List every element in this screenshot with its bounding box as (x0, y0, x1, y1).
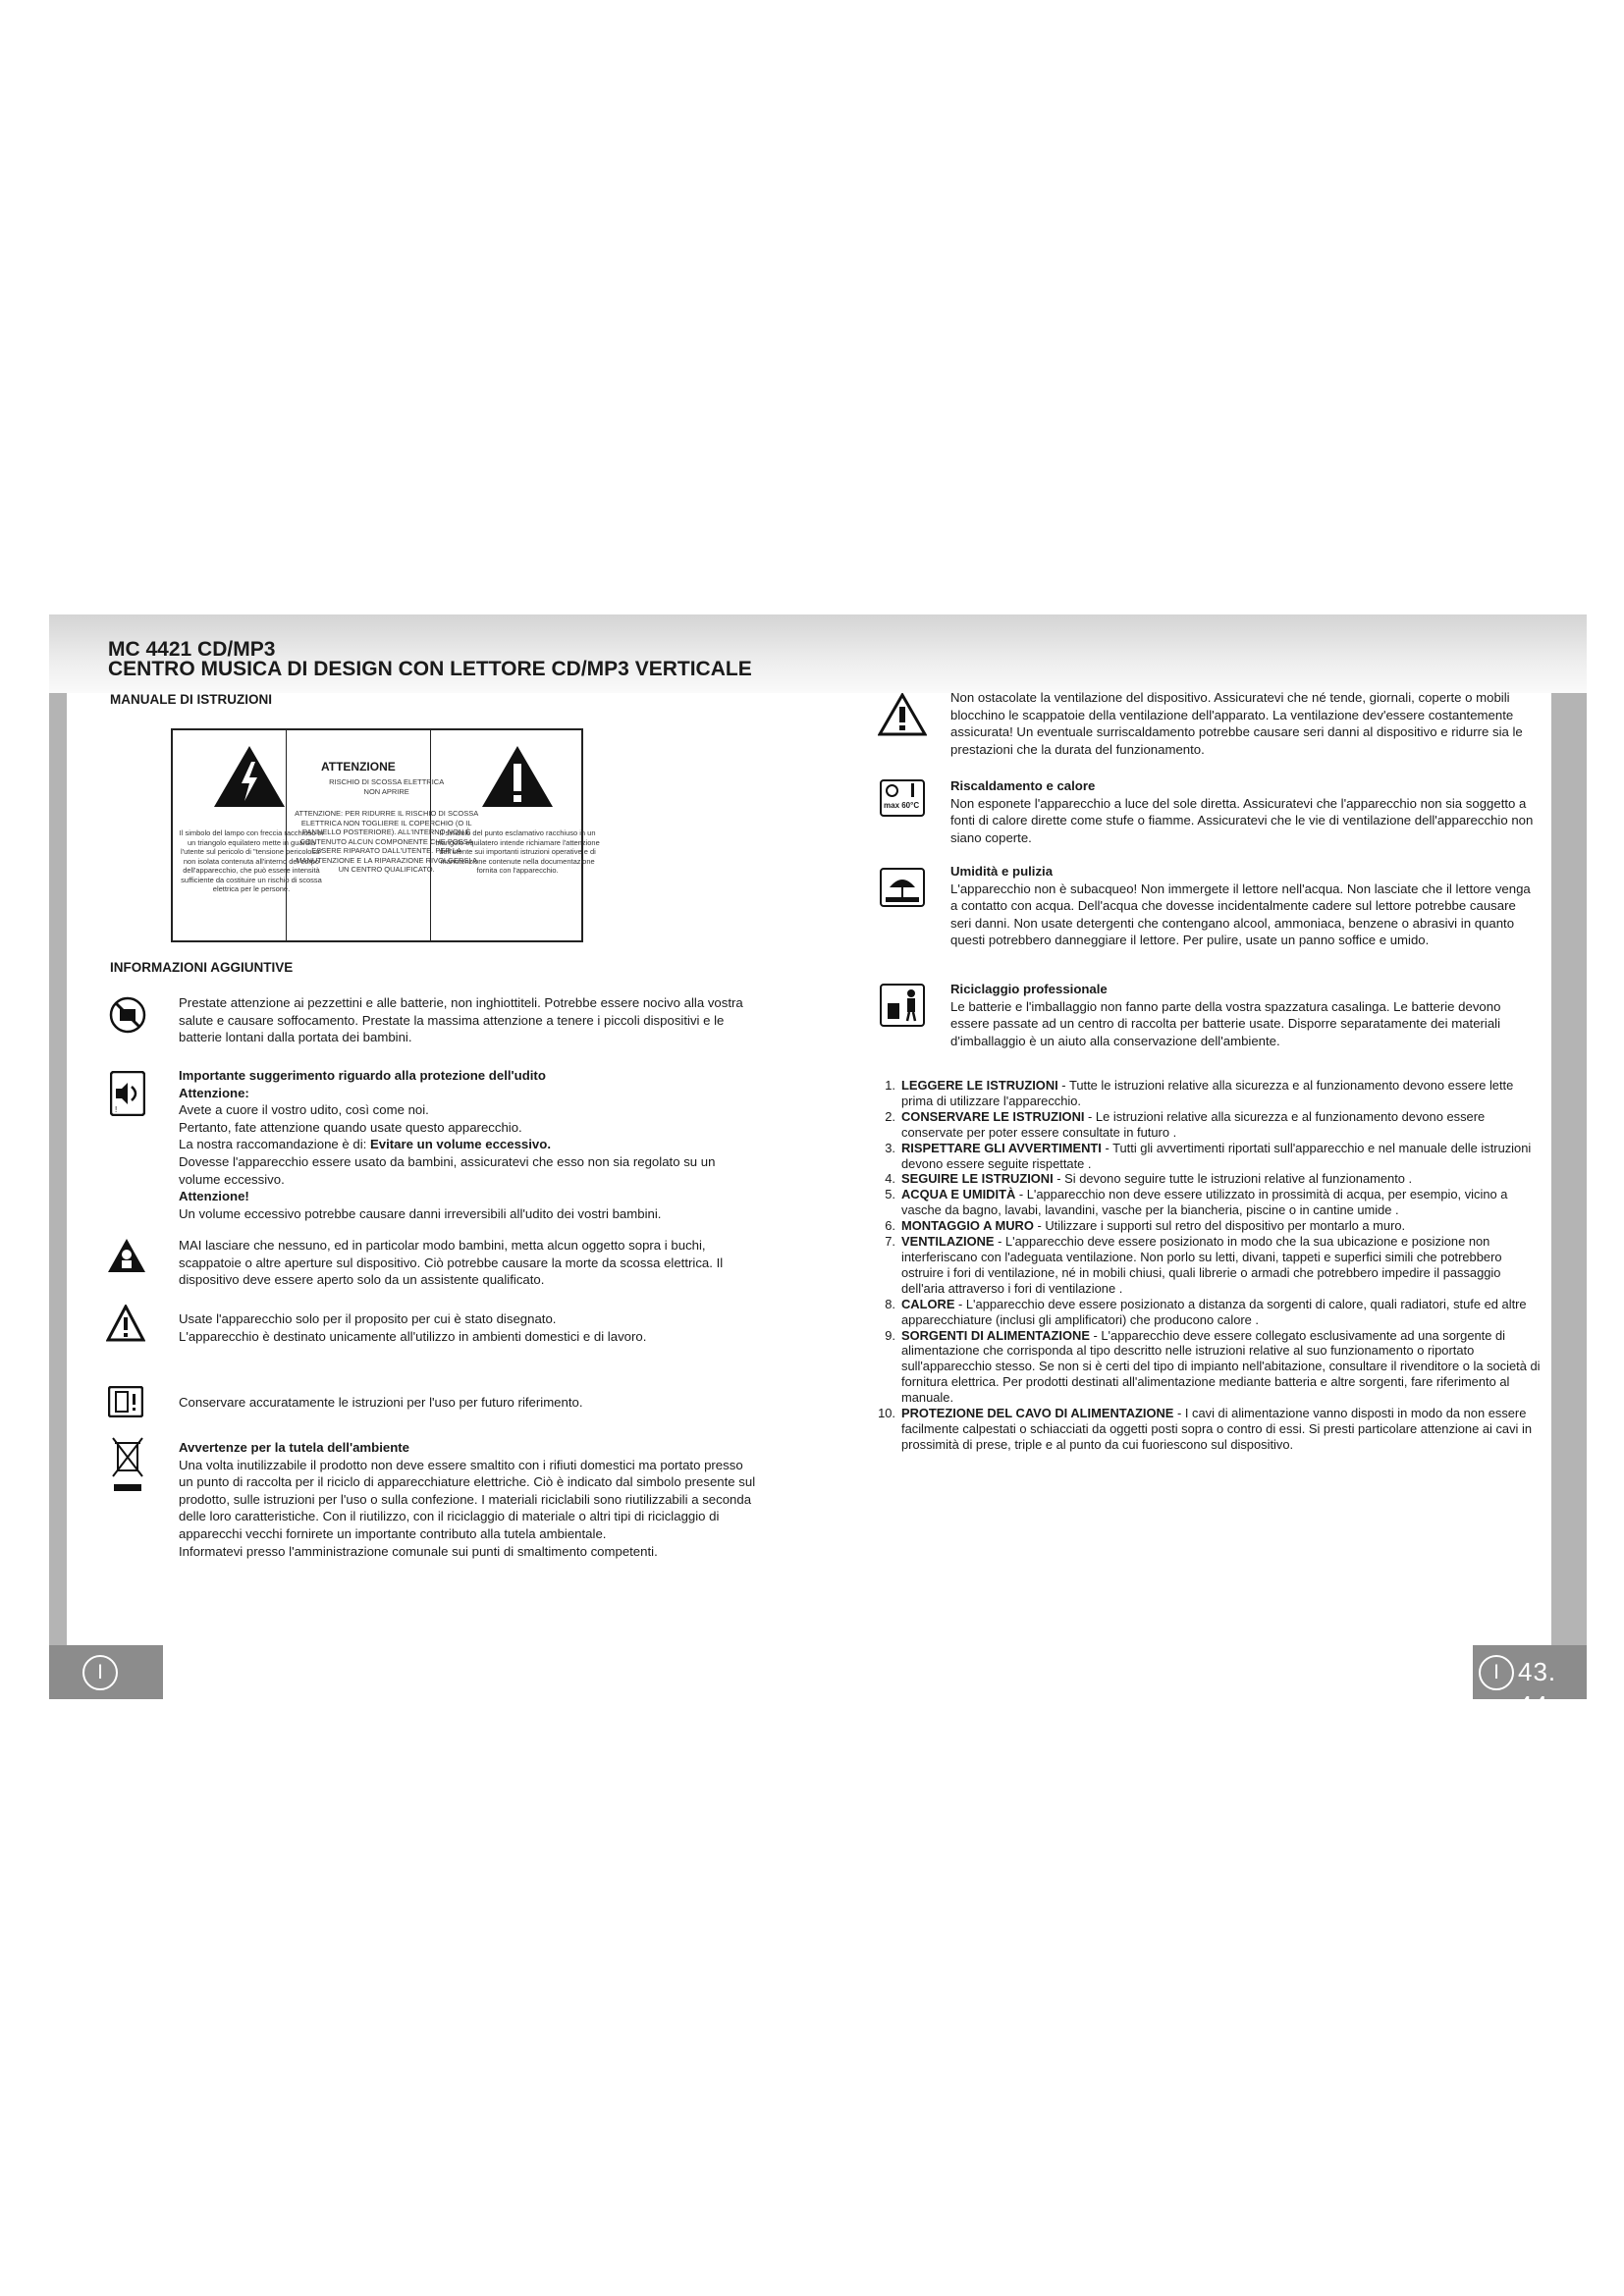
hearing-protection-icon (110, 1071, 145, 1116)
instruction-text (901, 1109, 1543, 1141)
instruction-text (901, 1141, 1543, 1172)
openings-warning: MAI lasciare che nessuno, ed in particolar modo bambini, metta alcun oggetto sopra i buchi, scappatoie o altre aperture sul dispositivo. Ciò potrebbe causare la morte da scossa elettrica. Il dispositivo deve essere aperto solo da un assistente qualificato. (179, 1238, 724, 1288)
hearing-heading: Importante suggerimento riguardo alla protezione dell'udito (179, 1068, 546, 1083)
instruction-body: - L'apparecchio deve essere collegato esclusivamente ad una sorgente di alimentazione che corrisponda al tipo descritto nelle istruzioni relative al suo funzionamento o riportato sull'apparecchio stesso. Se non si è certi del tipo di impianto nell'abitazione, consultare il rivenditore o la società di fornitura elettrica. Per prodotti destinati all'alimentazione mediante batteria e altre sorgenti, fare riferimento al manuale. (901, 1327, 1541, 1406)
instruction-title: SORGENTI DI ALIMENTAZIONE (901, 1327, 1090, 1343)
instruction-item (876, 1328, 1543, 1407)
heat-entry (950, 777, 1540, 846)
instruction-item (876, 1297, 1543, 1328)
keep-instructions: Conservare accuratamente le istruzioni per l'uso per futuro riferimento. (179, 1395, 583, 1410)
instruction-body: - L'apparecchio deve essere posizionato a distanza da sorgenti di calore, quali radiatori, stufe ed altre apparecchiature (inclusi gli amplificatori) che producono calore . (901, 1296, 1527, 1327)
heat-heading: Riscaldamento e calore (950, 778, 1096, 793)
info-section-title: INFORMAZIONI AGGIUNTIVE (110, 960, 294, 975)
instruction-item (876, 1171, 1543, 1187)
instruction-body: - Tutti gli avvertimenti riportati sull'apparecchio e nel manuale delle istruzioni devono essere seguite rispettate . (901, 1140, 1532, 1171)
language-circle-left: I (82, 1655, 118, 1690)
instruction-number: 4. (885, 1171, 895, 1187)
ventilation-entry: Non ostacolate la ventilazione del dispositivo. Assicuratevi che né tende, giornali, coperte o mobili blocchino le scappatoie della ventilazione dell'apparato. La ventilazione dev'essere costantemente assicurata! Un eventuale surriscaldamento potrebbe causare seri danni al dispositivo e ridurre sia le prestazioni che la durata del funzionamento. (950, 690, 1523, 757)
humidity-icon (880, 868, 925, 907)
instruction-title: CALORE (901, 1296, 955, 1311)
lightning-triangle-icon (212, 744, 287, 809)
instruction-text (901, 1297, 1543, 1328)
instruction-title: LEGGERE LE ISTRUZIONI (901, 1078, 1058, 1093)
instruction-text (901, 1187, 1543, 1218)
instruction-text (901, 1078, 1543, 1109)
instruction-number: 10. (878, 1406, 895, 1421)
lightning-explanation: Il simbolo del lampo con freccia racchiuso in un triangolo equilatero mette in guardia l'utente sul pericolo di "tensione pericolosa" non isolata contenuta all'interno del corpo dell'apparecchio, che può essere intensità sufficiente da costituire un rischio di scossa elettrica per le persone. (179, 828, 324, 893)
page-numbers: 43. 44 (1518, 1657, 1557, 1720)
warning-triangle-icon (106, 1305, 145, 1342)
right-language-badge (1473, 1645, 1587, 1720)
instruction-text (901, 1234, 1543, 1297)
warning-box (171, 728, 600, 942)
instruction-number: 2. (885, 1108, 895, 1124)
left-margin-bar (49, 693, 67, 1645)
humidity-heading: Umidità e pulizia (950, 864, 1054, 879)
small-parts-warning: Prestate attenzione ai pezzettini e alle batterie, non inghiottiteli. Potrebbe essere nocivo alla vostra salute e causare soffocamento. Prestate la massima attenzione a tenere i piccoli dispositivi e le batterie lontani dalla portata dei bambini. (179, 995, 743, 1045)
hearing-line-1: Avete a cuore il vostro udito, così come noi. (179, 1102, 429, 1118)
warning-col-lightning (173, 730, 324, 940)
instruction-body: - Si devono seguire tutte le istruzioni relative al funzionamento . (1053, 1171, 1413, 1187)
manual-book-icon (108, 1386, 143, 1417)
environment-body: Una volta inutilizzabile il prodotto non deve essere smaltito con i rifiuti domestici ma portato presso un punto di raccolta per il riciclo di apparecchiature elettriche. Ciò è indicato dal simbolo presente sul prodotto, sulle istruzioni per l'uso o sulla confezione. I materiali riciclabili sono riutilizzabili a seconda delle loro caratteristiche. Con il riutilizzo, con il riciclaggio di materiale o altri tipi di riciclaggio di apparecchi vecchi fornirete un importante contributo alla tutela ambientale. (179, 1457, 756, 1541)
instruction-body: - Utilizzare i supporti sul retro del dispositivo per montarlo a muro. (1033, 1218, 1406, 1234)
hearing-recommendation: La nostra raccomandazione è di: (179, 1137, 370, 1152)
ventilation-warning-icon (878, 693, 927, 736)
instruction-item (876, 1109, 1543, 1141)
instruction-text (901, 1218, 1543, 1234)
heat-icon (880, 779, 925, 817)
cover-warning-text: ATTENZIONE: PER RIDURRE IL RISCHIO DI SCOSSA ELETTRICA NON TOGLIERE IL COPERCHIO (O IL PANNELLO POSTERIORE). ALL'INTERNO NON È CONTENUTO ALCUN COMPONENTE CHE POSSA ESSERE RIPARATO DALL'UTENTE. PER LA MANUTENZIONE E LA RIPARAZIONE RIVOLGERSI A UN CENTRO QUALIFICATO. (295, 809, 479, 874)
hearing-line-2: Pertanto, fate attenzione quando usate questo apparecchio. (179, 1119, 522, 1135)
instruction-text (901, 1171, 1543, 1187)
shock-risk-label: RISCHIO DI SCOSSA ELETTRICA NON APRIRE (329, 777, 445, 796)
instruction-text (901, 1406, 1543, 1453)
recycling-body: Le batterie e l'imballaggio non fanno parte della vostra spazzatura casalinga. Le batterie devono essere passate ad un centro di raccolta per batterie usate. Disporre separatamente dei materiali d'imballaggio è un aiuto alla conservazione dell'ambiente. (950, 998, 1501, 1048)
instruction-title: RISPETTARE GLI AVVERTIMENTI (901, 1140, 1102, 1155)
hearing-line-4: Dovesse l'apparecchio essere usato da bambini, assicuratevi che esso non sia regolato su un volume eccessivo. (179, 1153, 716, 1187)
instruction-body: - I cavi di alimentazione vanno disposti in modo da non essere facilmente calpestati o schiacciati da oggetti posti sopra o contro di essi. Si presti particolare attenzione ai cavi in prossimità di prese, triple e al punto da cui fuoriescono sul dispositivo. (901, 1406, 1533, 1452)
hearing-line-5: Un volume eccessivo potrebbe causare danni irreversibili all'udito dei vostri bambini. (179, 1205, 662, 1221)
hearing-attention-1: Attenzione: (179, 1085, 249, 1100)
intended-use-line-2: L'apparecchio è destinato unicamente all'utilizzo in ambienti domestici e di lavoro. (179, 1328, 647, 1344)
instruction-body: - Le istruzioni relative alla sicurezza e al funzionamento devono essere conservate per poter essere consultate in futuro . (901, 1108, 1486, 1140)
product-title: CENTRO MUSICA DI DESIGN CON LETTORE CD/MP3 VERTICALE (108, 658, 752, 680)
safety-instructions-list (876, 1078, 1543, 1453)
instruction-body: - L'apparecchio deve essere posizionato in modo che la sua ubicazione e posizione non interferiscano con l'adeguata ventilazione. Non porlo su letti, divani, tappeti e superfici simili che potrebbero ostruire i fori di ventilazione, né in mobili chiusi, quali librerie o armadi che potrebbero impedire il passaggio dell'aria attraverso i fori di ventilazione . (901, 1234, 1502, 1296)
instruction-number: 9. (885, 1327, 895, 1343)
instruction-title: VENTILAZIONE (901, 1234, 995, 1250)
instruction-number: 8. (885, 1296, 895, 1311)
recycling-icon (880, 984, 925, 1027)
right-margin-bar (1551, 693, 1587, 1645)
humidity-entry (950, 863, 1540, 949)
hearing-attention-2: Attenzione! (179, 1189, 249, 1204)
instruction-item (876, 1187, 1543, 1218)
svg-text:!: ! (115, 1105, 118, 1114)
hearing-line-3 (179, 1136, 758, 1153)
intended-use-entry (179, 1310, 748, 1345)
instruction-number: 5. (885, 1187, 895, 1202)
warning-col-center (287, 730, 479, 940)
warning-col-exclamation (431, 730, 600, 940)
environment-heading: Avvertenze per la tutela dell'ambiente (179, 1440, 409, 1455)
language-circle-right: I (1479, 1655, 1514, 1690)
heat-body: Non esponete l'apparecchio a luce del sole diretta. Assicuratevi che l'apparecchio non sia soggetto a fonti di calore dirette come stufe o fiamme. Assicuratevi che le vie di ventilazione dell'apparecchio non siano coperte. (950, 795, 1534, 845)
instruction-title: ACQUA E UMIDITÀ (901, 1187, 1016, 1202)
instruction-body: - L'apparecchio non deve essere utilizzato in prossimità di acqua, per esempio, vicino a vasche da bagno, lavabi, lavandini, vasche per la biancheria, piscine o in cantine umide . (901, 1187, 1508, 1218)
recycling-entry (950, 981, 1540, 1049)
hearing-protection-entry (179, 1067, 758, 1222)
heat-icon-label: max 60°C (884, 801, 920, 810)
header-band (49, 614, 1587, 693)
attenzione-title: ATTENZIONE (320, 760, 396, 774)
hearing-recommendation-bold: Evitare un volume eccessivo. (370, 1137, 551, 1152)
intended-use-line-1: Usate l'apparecchio solo per il proposito per cui è stato disegnato. (179, 1311, 557, 1326)
instruction-number: 6. (885, 1218, 895, 1234)
exclamation-triangle-icon (480, 744, 555, 809)
exclamation-explanation: Il simbolo del punto esclamativo racchiuso in un triangolo equilatero intende richiamare l'attenzione dell'utente sui importanti istruzioni operative e di manutenzione contenute nella documentazione fornita con l'apparecchio. (435, 828, 600, 875)
manual-label: MANUALE DI ISTRUZIONI (110, 692, 272, 707)
environment-entry (179, 1439, 758, 1560)
instruction-title: SEGUIRE LE ISTRUZIONI (901, 1171, 1054, 1187)
instruction-item (876, 1406, 1543, 1453)
instruction-number: 1. (885, 1078, 895, 1093)
instruction-text (901, 1328, 1543, 1407)
instruction-item (876, 1234, 1543, 1297)
instruction-number: 3. (885, 1140, 895, 1155)
humidity-body: L'apparecchio non è subacqueo! Non immergete il lettore nell'acqua. Non lasciate che il lettore venga a contatto con acqua. Dell'acqua che dovesse incidentalmente cadere sul lettore potrebbe causare seri danni. Non usate detergenti che contengano alcool, ammoniaca, benzene o abrasivi in quanto questi potrebbero danneggiare il lettore. Per pulire, usate un panno soffice e umido. (950, 881, 1531, 948)
instruction-item (876, 1078, 1543, 1109)
instruction-body: - Tutte le istruzioni relative alla sicurezza e al funzionamento devono essere lette prima di utilizzare l'apparecchio. (901, 1078, 1514, 1108)
manual-spread (49, 614, 1587, 1720)
instruction-title: CONSERVARE LE ISTRUZIONI (901, 1108, 1085, 1124)
electric-shock-child-icon (106, 1237, 147, 1274)
environment-last-line: Informatevi presso l'amministrazione comunale sui punti di smaltimento competenti. (179, 1543, 658, 1559)
weee-bin-icon (110, 1435, 145, 1494)
left-language-badge (49, 1645, 163, 1699)
no-swallow-icon (108, 995, 147, 1035)
instruction-title: MONTAGGIO A MURO (901, 1218, 1034, 1234)
instruction-item (876, 1218, 1543, 1234)
recycling-heading: Riciclaggio professionale (950, 982, 1108, 996)
model-title: MC 4421 CD/MP3 (108, 638, 276, 661)
instruction-number: 7. (885, 1234, 895, 1250)
instruction-item (876, 1141, 1543, 1172)
instruction-title: PROTEZIONE DEL CAVO DI ALIMENTAZIONE (901, 1406, 1174, 1421)
